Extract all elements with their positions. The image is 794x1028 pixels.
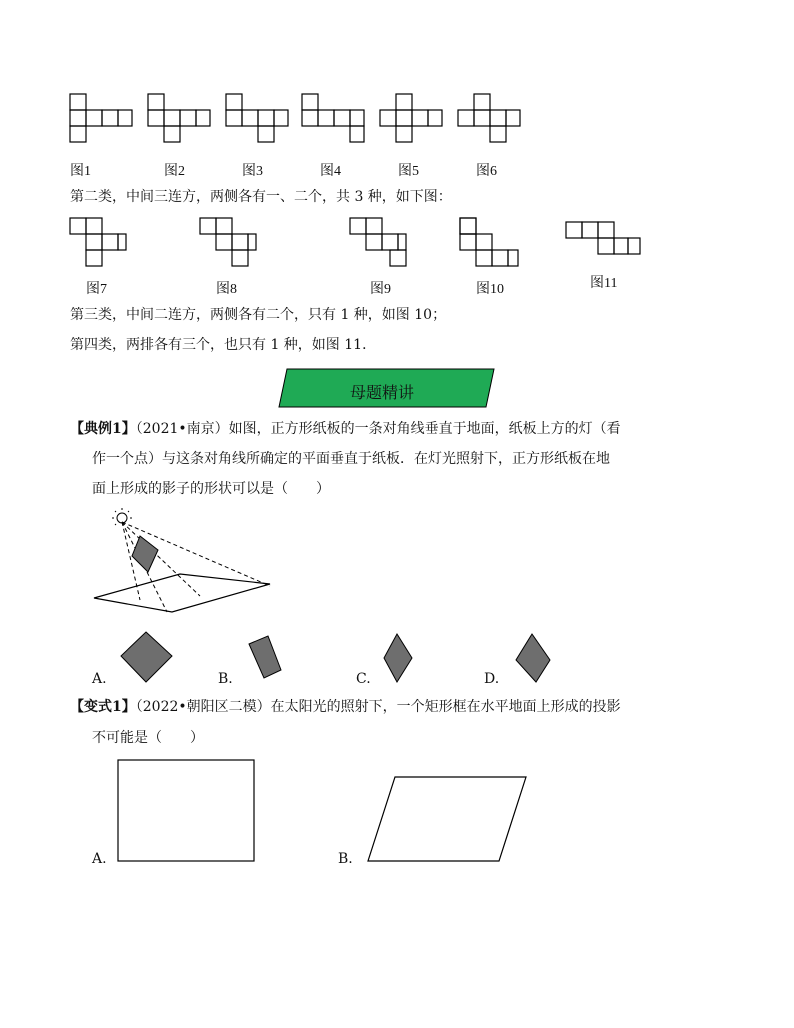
variant1-tag: 【变式1】 bbox=[70, 699, 136, 715]
caption-fig1: 图1 bbox=[70, 164, 91, 179]
caption-fig11: 图11 bbox=[590, 276, 618, 291]
caption-fig2: 图2 bbox=[164, 164, 185, 179]
example1-option-b-label[interactable]: B. bbox=[218, 671, 233, 687]
caption-fig3: 图3 bbox=[242, 164, 263, 179]
variant1-option-a-rectangle bbox=[118, 760, 254, 861]
class2-text: 第二类，中间三连方，两侧各有一、二个，共 3 种，如下图： bbox=[70, 189, 452, 205]
caption-fig4: 图4 bbox=[320, 164, 341, 179]
example1-option-d-label[interactable]: D. bbox=[484, 671, 500, 687]
caption-fig9: 图9 bbox=[370, 282, 391, 297]
section-banner-title: 母题精讲 bbox=[350, 383, 415, 402]
class3-text: 第三类，中间二连方，两侧各有二个，只有 1 种，如图 10； bbox=[70, 307, 447, 323]
variant1-option-b-parallelogram bbox=[368, 777, 526, 861]
caption-fig7: 图7 bbox=[86, 282, 107, 297]
variant1-line2: 不可能是（ ） bbox=[92, 730, 204, 746]
class4-text: 第四类，两排各有三个，也只有 1 种，如图 11． bbox=[70, 337, 377, 353]
caption-fig10: 图10 bbox=[476, 282, 504, 297]
example1-text1: （2021•南京）如图，正方形纸板的一条对角线垂直于地面，纸板上方的灯（看 bbox=[135, 421, 621, 437]
example1-line3: 面上形成的影子的形状可以是（ ） bbox=[92, 481, 330, 497]
variant1-option-a-label[interactable]: A. bbox=[92, 851, 107, 867]
example1-tag: 【典例1】 bbox=[70, 421, 136, 437]
caption-fig5: 图5 bbox=[398, 164, 419, 179]
caption-fig8: 图8 bbox=[216, 282, 237, 297]
example1-line2: 作一个点）与这条对角线所确定的平面垂直于纸板．在灯光照射下，正方形纸板在地 bbox=[92, 451, 610, 467]
example1-option-c-label[interactable]: C. bbox=[356, 671, 371, 687]
example1-option-a-label[interactable]: A. bbox=[92, 671, 107, 687]
caption-fig6: 图6 bbox=[476, 164, 497, 179]
variant1-text1: （2022•朝阳区二模）在太阳光的照射下，一个矩形框在水平地面上形成的投影 bbox=[135, 699, 621, 715]
variant1-option-b-label[interactable]: B. bbox=[338, 851, 353, 867]
